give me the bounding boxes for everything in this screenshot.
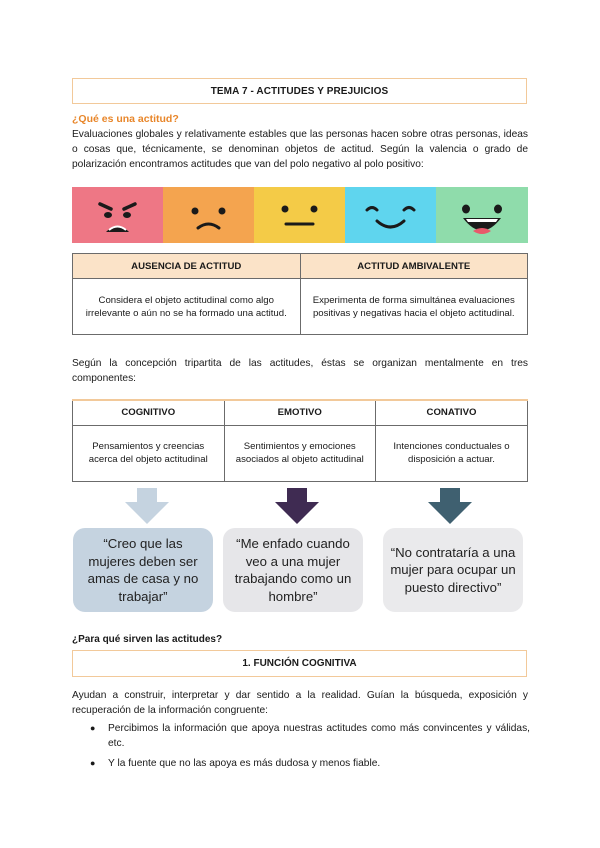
header-ambivalent: ACTITUD AMBIVALENTE (300, 254, 528, 279)
intro-paragraph: Evaluaciones globales y relativamente estables que las personas hacen sobre otras personas, ideas o cosas que, técnicamente, se denominan objetos de actitud. Según la valencia o grado de polarización encontramos actitudes que van del polo negativo al polo positivo: (72, 129, 528, 171)
arrow-down-icon (275, 488, 319, 524)
section-question-attitude: ¿Qué es una actitud? (72, 113, 179, 125)
function-title: 1. FUNCIÓN COGNITIVA (72, 650, 527, 677)
page-title: TEMA 7 - ACTITUDES Y PREJUICIOS (72, 78, 527, 104)
components-table (72, 399, 528, 482)
valence-faces-strip (72, 187, 528, 243)
header-emotive: EMOTIVO (224, 400, 376, 425)
cell-absence: Considera el objeto actitudinal como algo irrelevante o aún no se ha formado una actitud. (73, 279, 301, 335)
quote-bubble-emotive: “Me enfado cuando veo a una mujer trabajando como un hombre” (223, 528, 363, 612)
function-bullet-list (90, 721, 530, 777)
sad-face-icon (163, 187, 254, 243)
tripartite-paragraph: Según la concepción tripartita de las actitudes, éstas se organizan mentalmente en tres componentes: (72, 358, 528, 385)
list-item: ● Percibimos la información que apoya nuestras actitudes como más convincentes y válidas, etc. (90, 721, 530, 751)
quote-bubble-conative: “No contrataría a una mujer para ocupar un puesto directivo” (383, 528, 523, 612)
very-happy-face-icon (436, 187, 528, 243)
arrow-down-icon (428, 488, 472, 524)
neutral-face-icon (254, 187, 345, 243)
list-item: ● Y la fuente que no las apoya es más dudosa y menos fiable. (90, 756, 530, 771)
arrow-down-icon (125, 488, 169, 524)
quote-bubble-cognitive: “Creo que las mujeres deben ser amas de casa y no trabajar” (73, 528, 213, 612)
cell-conative: Intenciones conductuales o disposición a actuar. (376, 425, 528, 481)
header-conative: CONATIVO (376, 400, 528, 425)
section-question-purpose: ¿Para qué sirven las actitudes? (72, 634, 223, 645)
function-paragraph: Ayudan a construir, interpretar y dar sentido a la realidad. Guían la búsqueda, exposición y recuperación de la información congruente: (72, 690, 528, 717)
cell-emotive: Sentimientos y emociones asociados al objeto actitudinal (224, 425, 376, 481)
cell-ambivalent: Experimenta de forma simultánea evaluaciones positivas y negativas hacia el objeto actitudinal. (300, 279, 528, 335)
happy-face-icon (345, 187, 436, 243)
header-absence: AUSENCIA DE ACTITUD (73, 254, 301, 279)
cell-cognitive: Pensamientos y creencias acerca del objeto actitudinal (73, 425, 225, 481)
angry-face-icon (72, 187, 163, 243)
attitude-types-table (72, 253, 528, 335)
header-cognitive: COGNITIVO (73, 400, 225, 425)
